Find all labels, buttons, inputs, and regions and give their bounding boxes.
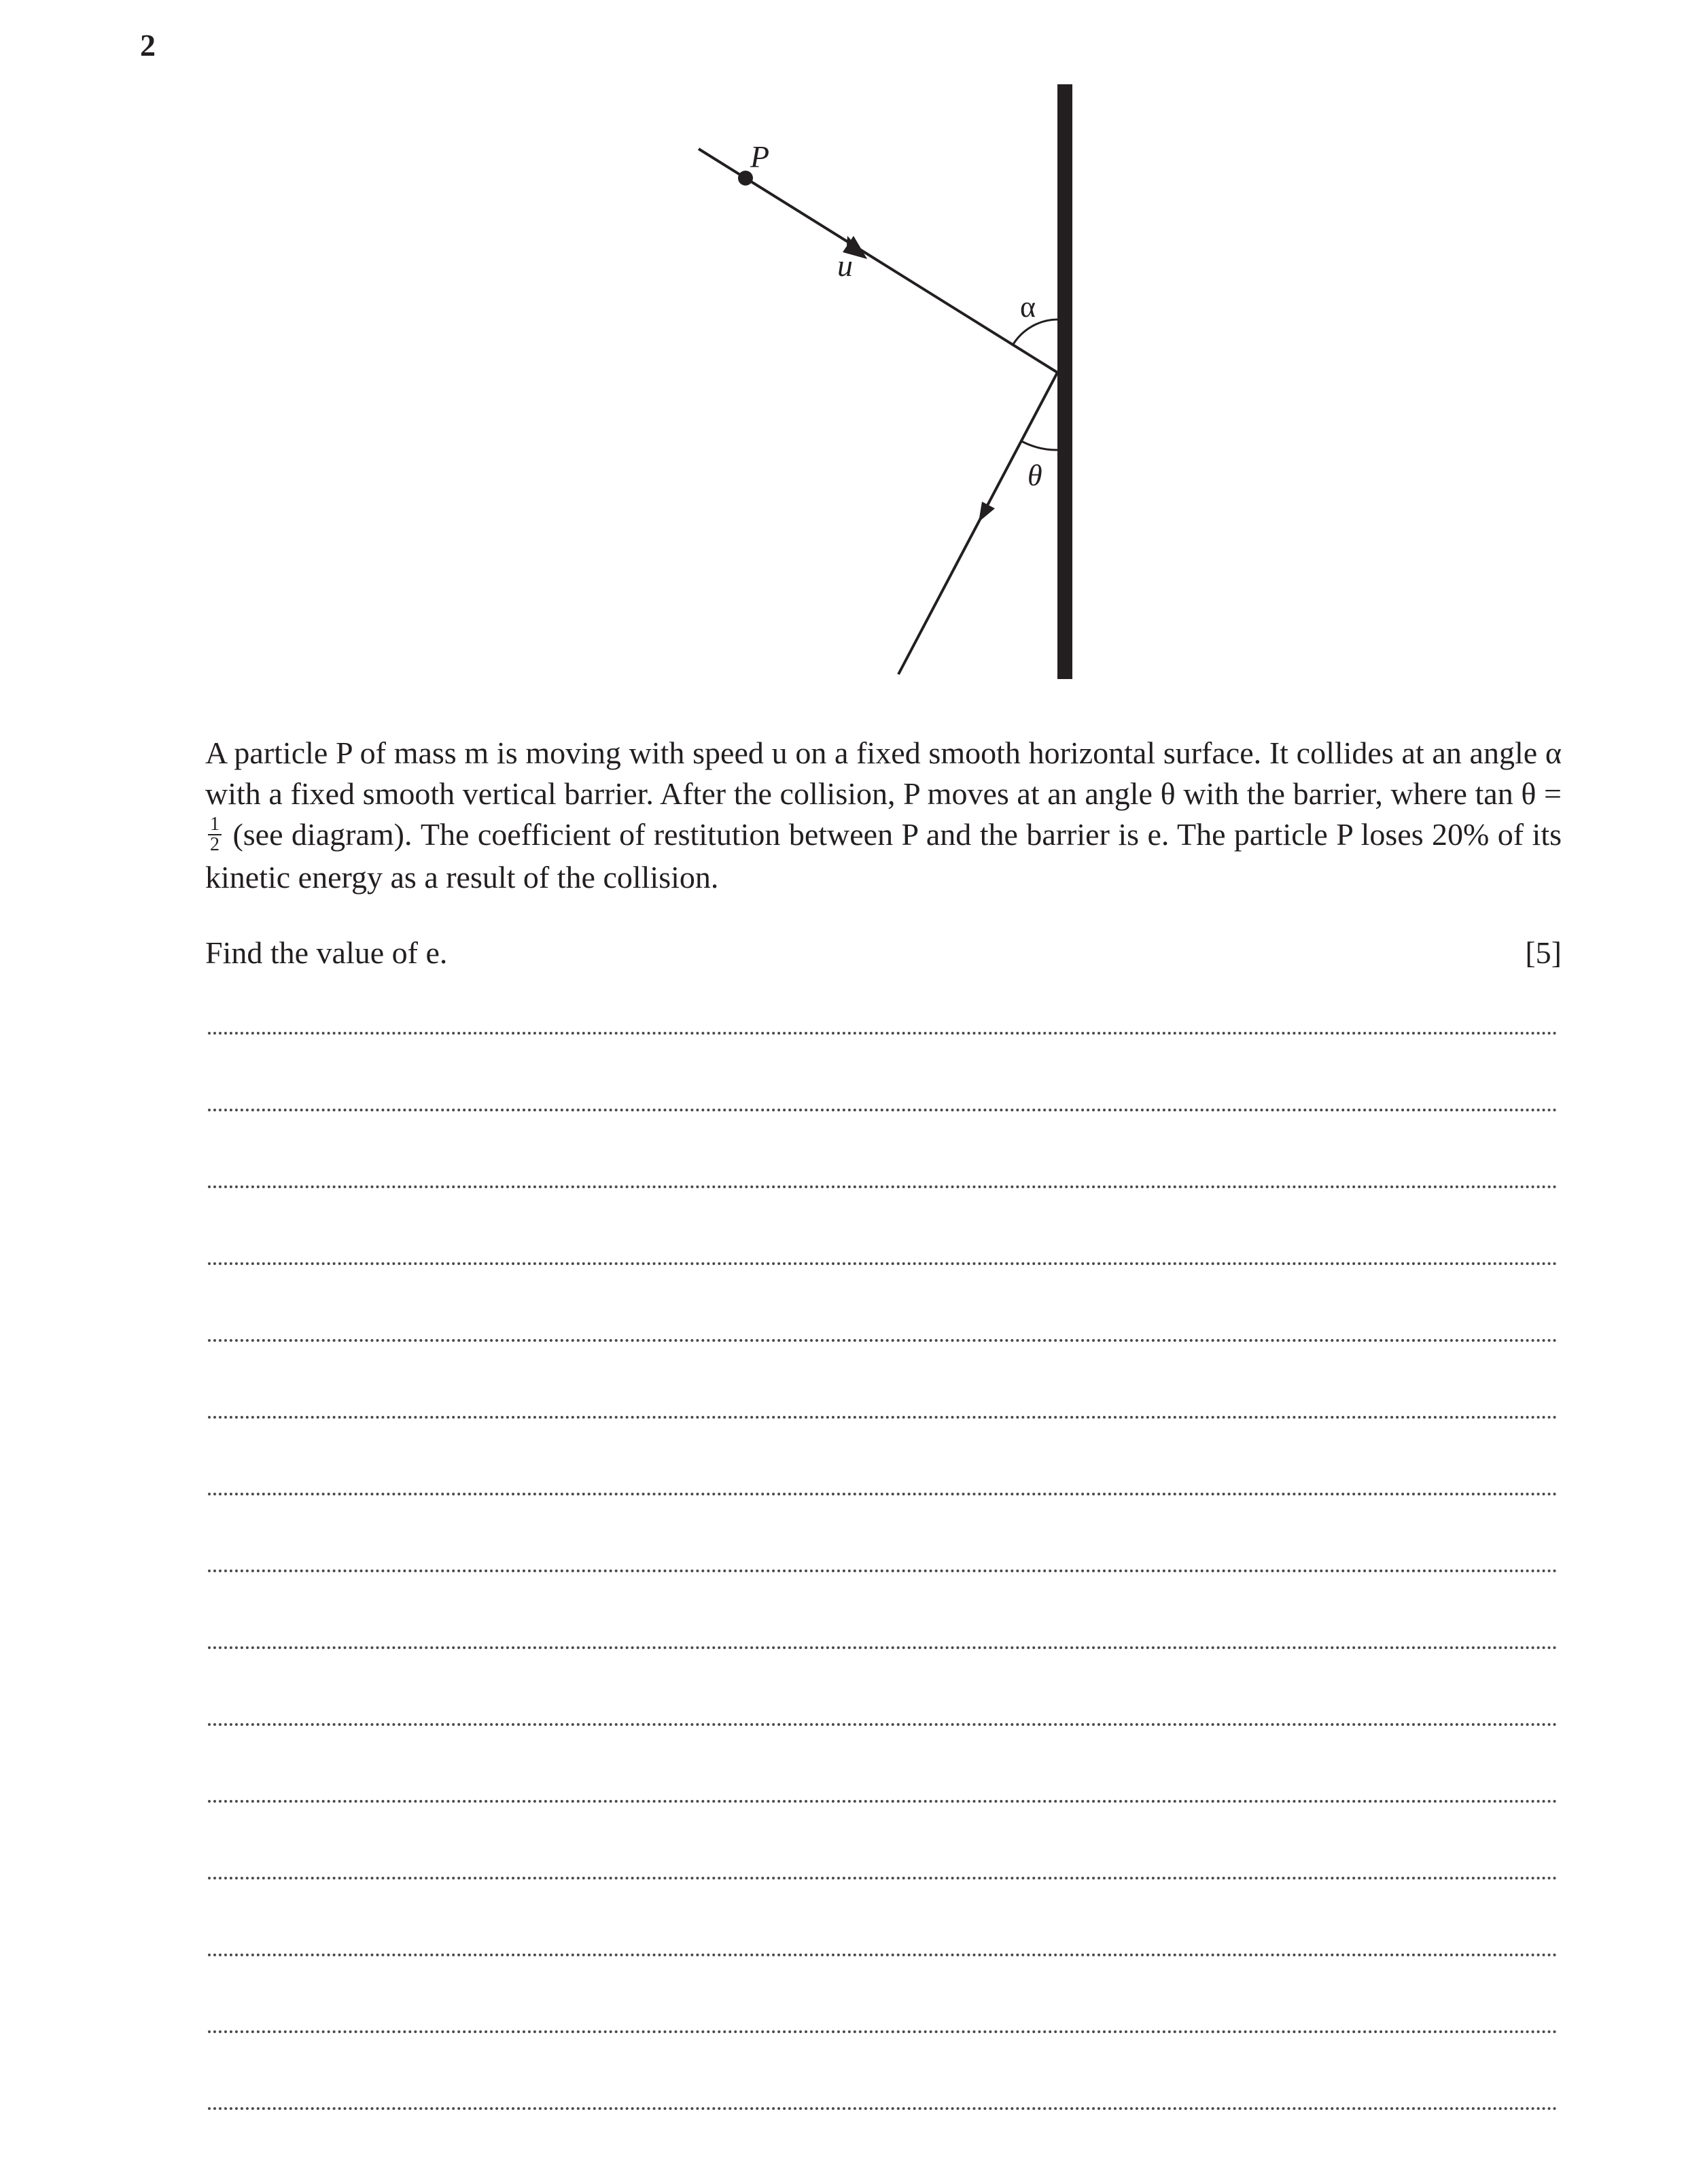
theta-angle-arc: [1021, 441, 1057, 450]
answer-line[interactable]: [208, 1339, 1558, 1345]
answer-line[interactable]: [208, 1723, 1558, 1729]
question-text-part-1: A particle P of mass m is moving with speed u on a fixed smooth horizontal surface. It collides at an angle α with a fixed smooth vertical barrier. After the collision, P moves at an angle θ with the barrier, where tan θ =: [205, 735, 1562, 811]
answer-line[interactable]: [208, 1416, 1558, 1421]
fraction-numerator: 1: [208, 815, 222, 835]
question-text-part-2: (see diagram). The coefficient of restitution between P and the barrier is e. The particle P loses 20% of its kinetic energy as a result of the collision.: [205, 817, 1562, 895]
answer-line[interactable]: [208, 2030, 1558, 2036]
alpha-label: α: [1020, 290, 1036, 324]
answer-line[interactable]: [208, 1800, 1558, 1805]
outgoing-arrowhead: [979, 502, 995, 522]
tan-theta-fraction: [208, 815, 222, 854]
answer-line[interactable]: [208, 1877, 1558, 1882]
answer-line[interactable]: [208, 1493, 1558, 1498]
question-prompt: Find the value of e.: [205, 935, 448, 970]
theta-label: θ: [1028, 459, 1042, 492]
speed-label: u: [837, 248, 853, 283]
question-prompt-row: [205, 933, 1562, 973]
answer-space: [208, 1032, 1558, 2184]
answer-line[interactable]: [208, 1570, 1558, 1575]
incoming-path: [699, 149, 1057, 372]
question-marks: [5]: [1525, 935, 1562, 970]
answer-line[interactable]: [208, 1954, 1558, 1959]
answer-line[interactable]: [208, 1109, 1558, 1114]
vertical-barrier: [1057, 84, 1072, 679]
answer-line[interactable]: [208, 1185, 1558, 1191]
question-paragraph: [205, 733, 1562, 898]
answer-line[interactable]: [208, 1262, 1558, 1268]
particle-label: P: [750, 139, 770, 174]
outgoing-path: [898, 372, 1057, 674]
question-text: [205, 733, 1562, 898]
answer-line[interactable]: [208, 1032, 1558, 1037]
answer-line[interactable]: [208, 2107, 1558, 2113]
page-number: 2: [140, 28, 156, 63]
fraction-denominator: 2: [210, 834, 219, 856]
collision-diagram: [0, 0, 1686, 693]
answer-line[interactable]: [208, 1646, 1558, 1652]
